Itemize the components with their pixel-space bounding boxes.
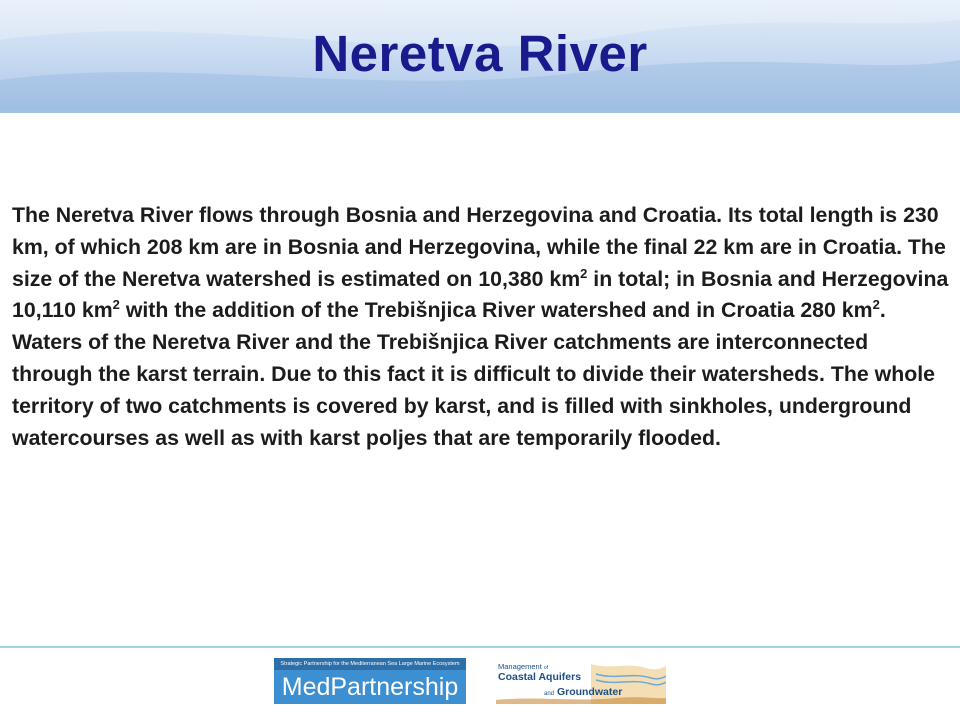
slide-title: Neretva River	[312, 25, 648, 82]
footer-divider	[0, 646, 960, 648]
superscript-2: 2	[872, 297, 880, 313]
paragraph-part-4: . Waters of the Neretva River and the Trebišnjica River catchments are interconnected through the karst terrain. Due to this fact it is difficult to divide their watersheds. The whole territory of two catchments is covered by karst, and is filled with sinkholes, underground watercourses as well as with karst poljes that are temporarily flooded.	[12, 298, 935, 450]
superscript-2: 2	[580, 265, 588, 281]
header-divider	[0, 110, 960, 113]
coastal-logo-line2: Coastal Aquifers	[498, 671, 582, 683]
paragraph-part-1: The Neretva River flows through Bosnia and Herzegovina and Croatia. Its total length is 230 km, of which 208 km are in Bosnia and Herzegovina, while the final 22 km are in Croatia. The size of the Neretva watershed is estimated on 10,380 km	[12, 203, 946, 291]
coastal-aquifers-logo	[496, 660, 666, 704]
medpartnership-logo	[274, 658, 466, 704]
coastal-logo-line1: Management of	[498, 662, 549, 671]
medpartnership-name: MedPartnership	[281, 673, 459, 701]
header-band	[0, 0, 960, 112]
medpartnership-tagline: Strategic Partnership for the Mediterranean Sea Large Marine Ecosystem	[274, 658, 466, 670]
coastal-logo-line3: and Groundwater	[544, 686, 623, 698]
paragraph-part-2: in total; in Bosnia and Herzegovina 10,110 km	[12, 266, 949, 323]
paragraph-part-3: with the addition of the Trebišnjica River watershed and in Croatia 280 km	[119, 298, 873, 323]
superscript-2: 2	[112, 297, 120, 313]
body-paragraph	[12, 200, 952, 454]
